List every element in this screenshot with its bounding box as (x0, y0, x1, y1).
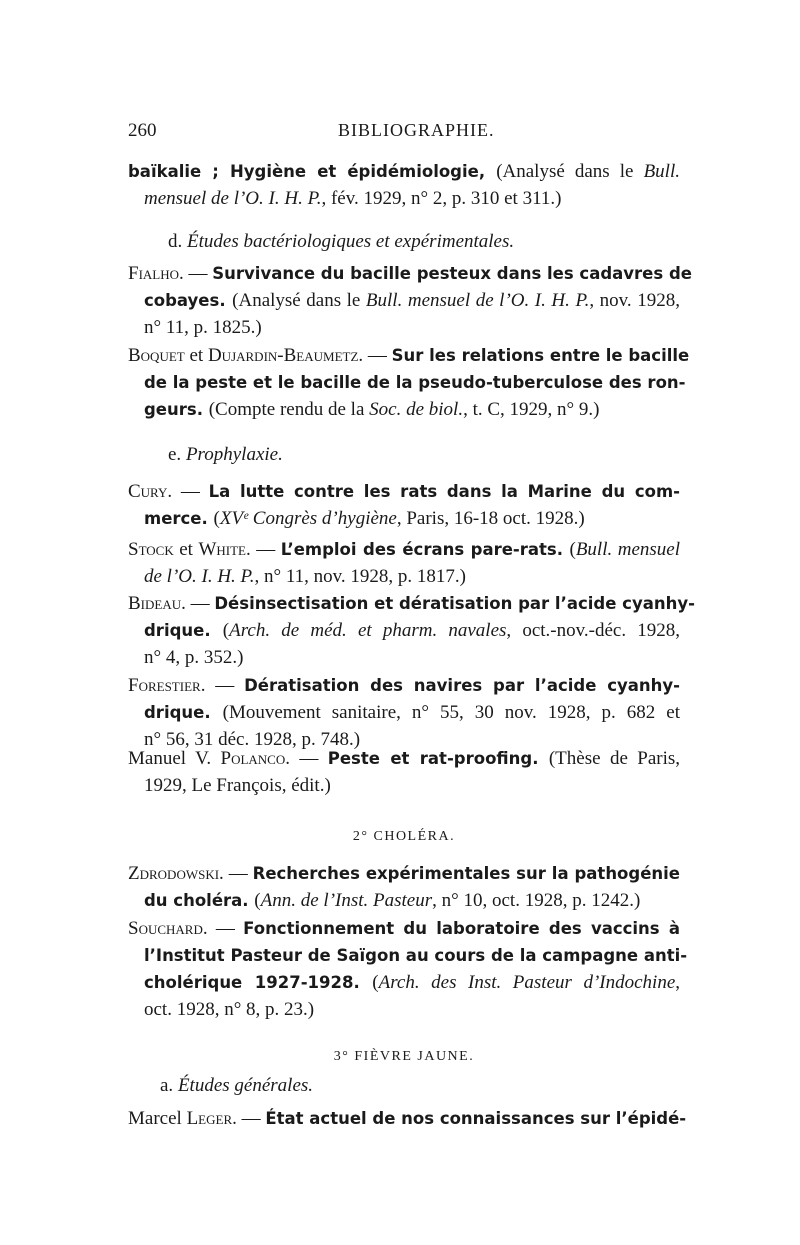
text-line (144, 505, 680, 533)
text-run: . — (245, 539, 281, 560)
text-run: Prophylaxie. (185, 444, 283, 465)
text-run: . — (219, 863, 253, 884)
text-run: drique. (144, 703, 223, 722)
text-run: (Analysé dans le (232, 290, 366, 311)
text-line (144, 617, 680, 645)
text-run: L’emploi des écrans pare-rats. (280, 540, 570, 559)
text-line (144, 185, 680, 213)
text-run: , (675, 972, 681, 993)
text-run: Cury (128, 481, 168, 502)
text-line (144, 314, 680, 342)
text-run: . — (200, 675, 245, 696)
text-run: . — (181, 593, 215, 614)
text-run: ( (222, 620, 230, 641)
text-line (128, 1042, 680, 1070)
text-line (160, 1072, 680, 1100)
text-line (144, 369, 686, 397)
text-run: Leger (186, 1108, 233, 1129)
text-run: (Analysé dans le (496, 161, 644, 182)
text-run: 2° CHOLÉRA. (352, 829, 456, 844)
text-run: Fonctionnement du laboratoire des vaccins à (243, 919, 681, 938)
text-line (128, 342, 690, 370)
text-run: 3° FIÈVRE JAUNE. (333, 1049, 475, 1064)
text-run: Bull. mensuel (575, 539, 680, 560)
text-run: Recherches expérimentales sur la pathogénie (252, 864, 680, 883)
text-run: . — (232, 1108, 266, 1129)
text-run: n° 11, p. 1825.) (144, 317, 262, 338)
text-run: Souchard (128, 918, 203, 939)
text-run: , oct.-nov.-déc. 1928, (506, 620, 680, 641)
text-run: . — (358, 345, 392, 366)
text-run: (Compte rendu de la (208, 399, 370, 420)
text-run: drique. (144, 621, 223, 640)
text-line (144, 996, 680, 1024)
text-run: ( (569, 539, 576, 560)
text-line (128, 536, 680, 564)
text-run: (Thèse de Paris, (548, 748, 681, 769)
text-run: . — (179, 263, 213, 284)
text-run: (Mouvement sanitaire, n° 55, 30 nov. 1928, p. 682 et (222, 702, 680, 723)
text-run: du choléra. (144, 891, 255, 910)
text-run: Études générales. (177, 1075, 314, 1096)
text-run: cholérique 1927-1928. (144, 973, 373, 992)
text-run: , n° 10, oct. 1928, p. 1242.) (432, 890, 641, 911)
text-line (128, 915, 680, 943)
text-run: et (184, 345, 208, 366)
text-run: Peste et rat-proofing. (327, 749, 549, 768)
text-run: e. (168, 444, 186, 465)
text-run: État actuel de nos connaissances sur l’épidé- (265, 1109, 687, 1128)
text-line (144, 942, 688, 970)
text-run: Boquet (128, 345, 185, 366)
running-header (128, 120, 678, 150)
text-run: oct. 1928, n° 8, p. 23.) (144, 999, 315, 1020)
text-run: Zdrodowski (128, 863, 220, 884)
text-run: Marcel (128, 1108, 187, 1129)
text-line (168, 228, 680, 256)
text-run: merce. (144, 509, 214, 528)
text-run: geurs. (144, 400, 209, 419)
text-run: Soc. de biol. (369, 399, 464, 420)
text-run: de l’O. I. H. P. (144, 566, 255, 587)
text-run: White (198, 539, 246, 560)
text-run: , t. C, 1929, n° 9.) (463, 399, 600, 420)
text-line (144, 887, 680, 915)
text-run: Polanco (220, 748, 286, 769)
text-line (128, 478, 680, 506)
text-line (144, 644, 680, 672)
text-line (168, 441, 680, 469)
text-run: , n° 11, nov. 1928, p. 1817.) (254, 566, 466, 587)
text-line (128, 860, 680, 888)
text-run: Dujardin-Beaumetz (207, 345, 359, 366)
text-run: Manuel V. (128, 748, 221, 769)
text-run: Sur les relations entre le bacille (391, 346, 690, 365)
text-line (128, 260, 692, 288)
text-run: n° 56, 31 déc. 1928, p. 748.) (144, 729, 361, 750)
text-line (128, 1105, 687, 1133)
text-run: Stock (128, 539, 174, 560)
page-number: 260 (128, 120, 157, 141)
text-run: de la peste et le bacille de la pseudo-tuberculose des ron- (144, 373, 686, 392)
text-run: . — (202, 918, 244, 939)
text-run: Fialho (128, 263, 180, 284)
text-run: Désinsectisation et dératisation par l’acide cyanhy- (214, 594, 695, 613)
text-run: Survivance du bacille pesteux dans les cadavres de (212, 264, 692, 283)
text-run: XVᵉ Congrès d’hygiène (219, 508, 397, 529)
text-run: Arch. des Inst. Pasteur d’Indochine (378, 972, 676, 993)
text-run: 1929, Le François, édit.) (144, 775, 331, 796)
text-run: Bideau (128, 593, 182, 614)
text-run: d. (168, 231, 187, 252)
text-line (128, 590, 695, 618)
text-line (128, 745, 680, 773)
text-run: baïkalie ; Hygiène et épidémiologie, (128, 162, 497, 181)
text-line (144, 563, 680, 591)
text-run: . — (167, 481, 209, 502)
running-title: BIBLIOGRAPHIE. (338, 120, 495, 140)
text-run: , Paris, 16-18 oct. 1928.) (396, 508, 585, 529)
text-run: Bull. mensuel de l’O. I. H. P. (365, 290, 590, 311)
text-line (144, 396, 680, 424)
text-run: Forestier (128, 675, 201, 696)
text-run: Arch. de méd. et pharm. navales (229, 620, 507, 641)
text-run: . — (285, 748, 328, 769)
text-run: cobayes. (144, 291, 233, 310)
text-line (144, 772, 680, 800)
text-run: , nov. 1928, (589, 290, 680, 311)
text-run: Dératisation des navires par l’acide cyanhy- (244, 676, 680, 695)
text-line (128, 822, 680, 850)
text-run: Bull. (643, 161, 680, 182)
text-line (144, 969, 680, 997)
text-run: Ann. de l’Inst. Pasteur (260, 890, 433, 911)
text-run: ( (213, 508, 220, 529)
text-run: l’Institut Pasteur de Saïgon au cours de la campagne anti- (144, 946, 688, 965)
text-run: La lutte contre les rats dans la Marine du com- (208, 482, 681, 501)
text-line (128, 672, 680, 700)
text-run: et (173, 539, 199, 560)
text-run: ( (254, 890, 261, 911)
text-run: , fév. 1929, n° 2, p. 310 et 311.) (321, 188, 562, 209)
text-run: Études bactériologiques et expérimentales. (187, 231, 515, 252)
text-run: a. (160, 1075, 178, 1096)
text-run: n° 4, p. 352.) (144, 647, 244, 668)
text-run: ( (372, 972, 379, 993)
text-line (128, 158, 680, 186)
text-line (144, 287, 680, 315)
text-run: mensuel de l’O. I. H. P. (144, 188, 322, 209)
text-line (144, 699, 680, 727)
